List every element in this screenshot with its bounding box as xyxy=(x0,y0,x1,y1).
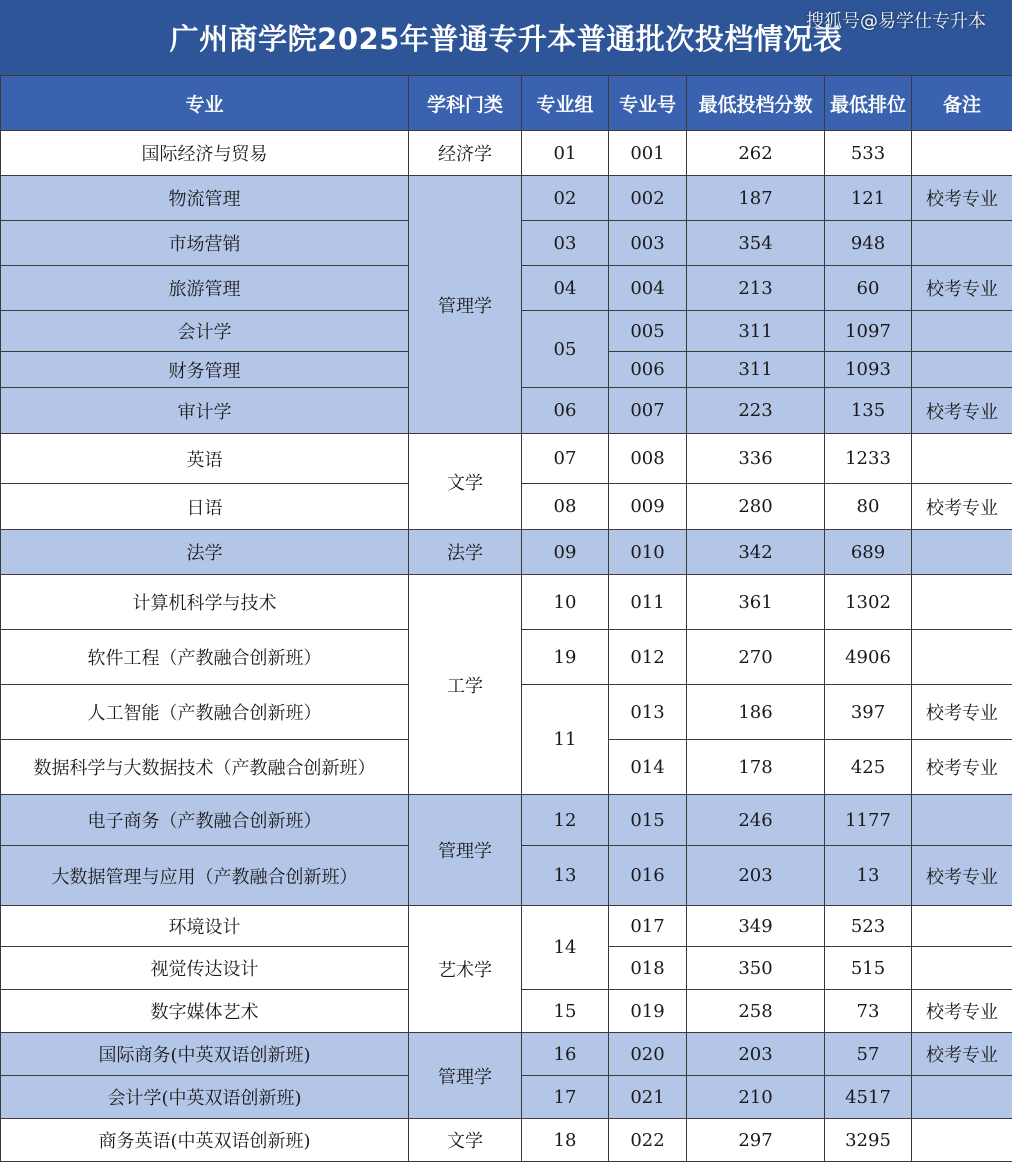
code-cell: 019 xyxy=(609,990,687,1033)
code-cell: 018 xyxy=(609,947,687,990)
group-cell: 09 xyxy=(522,530,609,575)
code-cell: 009 xyxy=(609,484,687,530)
rank-cell: 1302 xyxy=(825,575,912,630)
header-group: 专业组 xyxy=(522,76,609,131)
note-cell: 校考专业 xyxy=(912,846,1012,906)
watermark: 搜狐号@易学仕专升本 xyxy=(806,11,986,32)
note-cell: 校考专业 xyxy=(912,266,1012,311)
group-cell: 05 xyxy=(522,311,609,388)
rank-cell: 4906 xyxy=(825,630,912,685)
table-row xyxy=(1,575,1012,630)
note-cell xyxy=(912,352,1012,388)
rank-cell: 425 xyxy=(825,740,912,795)
note-cell xyxy=(912,630,1012,685)
header-major: 专业 xyxy=(1,76,409,131)
major-cell: 会计学 xyxy=(1,311,409,352)
code-cell: 003 xyxy=(609,221,687,266)
group-cell: 07 xyxy=(522,434,609,484)
group-cell: 08 xyxy=(522,484,609,530)
score-cell: 354 xyxy=(687,221,825,266)
table-row xyxy=(1,176,1012,221)
table-row xyxy=(1,1033,1012,1076)
score-cell: 258 xyxy=(687,990,825,1033)
major-cell: 财务管理 xyxy=(1,352,409,388)
score-cell: 336 xyxy=(687,434,825,484)
code-cell: 010 xyxy=(609,530,687,575)
note-cell: 校考专业 xyxy=(912,484,1012,530)
rank-cell: 1233 xyxy=(825,434,912,484)
header-category: 学科门类 xyxy=(409,76,522,131)
group-cell: 19 xyxy=(522,630,609,685)
score-cell: 311 xyxy=(687,352,825,388)
major-cell: 软件工程（产教融合创新班） xyxy=(1,630,409,685)
score-cell: 262 xyxy=(687,131,825,176)
group-cell: 11 xyxy=(522,685,609,795)
group-cell: 04 xyxy=(522,266,609,311)
code-cell: 017 xyxy=(609,906,687,947)
score-cell: 223 xyxy=(687,388,825,434)
score-cell: 311 xyxy=(687,311,825,352)
group-cell: 06 xyxy=(522,388,609,434)
table-row xyxy=(1,1119,1012,1162)
note-cell: 校考专业 xyxy=(912,176,1012,221)
note-cell xyxy=(912,575,1012,630)
major-cell: 大数据管理与应用（产教融合创新班） xyxy=(1,846,409,906)
rank-cell: 4517 xyxy=(825,1076,912,1119)
table-row xyxy=(1,530,1012,575)
code-cell: 008 xyxy=(609,434,687,484)
rank-cell: 57 xyxy=(825,1033,912,1076)
category-cell: 艺术学 xyxy=(409,906,522,1033)
note-cell xyxy=(912,311,1012,352)
header-note: 备注 xyxy=(912,76,1012,131)
category-cell: 管理学 xyxy=(409,176,522,434)
group-cell: 02 xyxy=(522,176,609,221)
note-cell xyxy=(912,795,1012,846)
table-row xyxy=(1,795,1012,846)
rank-cell: 13 xyxy=(825,846,912,906)
major-cell: 数据科学与大数据技术（产教融合创新班） xyxy=(1,740,409,795)
score-cell: 350 xyxy=(687,947,825,990)
admission-table xyxy=(0,75,1012,1162)
group-cell: 14 xyxy=(522,906,609,990)
major-cell: 日语 xyxy=(1,484,409,530)
score-cell: 178 xyxy=(687,740,825,795)
table-row xyxy=(1,131,1012,176)
major-cell: 物流管理 xyxy=(1,176,409,221)
major-cell: 视觉传达设计 xyxy=(1,947,409,990)
group-cell: 10 xyxy=(522,575,609,630)
group-cell: 12 xyxy=(522,795,609,846)
rank-cell: 533 xyxy=(825,131,912,176)
code-cell: 011 xyxy=(609,575,687,630)
major-cell: 审计学 xyxy=(1,388,409,434)
major-cell: 会计学(中英双语创新班) xyxy=(1,1076,409,1119)
major-cell: 国际商务(中英双语创新班) xyxy=(1,1033,409,1076)
code-cell: 014 xyxy=(609,740,687,795)
score-cell: 361 xyxy=(687,575,825,630)
score-cell: 186 xyxy=(687,685,825,740)
note-cell xyxy=(912,131,1012,176)
score-cell: 203 xyxy=(687,846,825,906)
group-cell: 13 xyxy=(522,846,609,906)
note-cell: 校考专业 xyxy=(912,740,1012,795)
score-cell: 342 xyxy=(687,530,825,575)
rank-cell: 3295 xyxy=(825,1119,912,1162)
score-cell: 213 xyxy=(687,266,825,311)
score-cell: 349 xyxy=(687,906,825,947)
rank-cell: 948 xyxy=(825,221,912,266)
group-cell: 15 xyxy=(522,990,609,1033)
major-cell: 旅游管理 xyxy=(1,266,409,311)
rank-cell: 73 xyxy=(825,990,912,1033)
rank-cell: 515 xyxy=(825,947,912,990)
code-cell: 005 xyxy=(609,311,687,352)
major-cell: 环境设计 xyxy=(1,906,409,947)
rank-cell: 523 xyxy=(825,906,912,947)
group-cell: 01 xyxy=(522,131,609,176)
code-cell: 006 xyxy=(609,352,687,388)
code-cell: 013 xyxy=(609,685,687,740)
major-cell: 国际经济与贸易 xyxy=(1,131,409,176)
score-cell: 246 xyxy=(687,795,825,846)
code-cell: 015 xyxy=(609,795,687,846)
rank-cell: 135 xyxy=(825,388,912,434)
code-cell: 021 xyxy=(609,1076,687,1119)
rank-cell: 1177 xyxy=(825,795,912,846)
code-cell: 007 xyxy=(609,388,687,434)
rank-cell: 1093 xyxy=(825,352,912,388)
major-cell: 英语 xyxy=(1,434,409,484)
table-header-row xyxy=(1,76,1012,131)
group-cell: 17 xyxy=(522,1076,609,1119)
note-cell xyxy=(912,1119,1012,1162)
major-cell: 人工智能（产教融合创新班） xyxy=(1,685,409,740)
note-cell: 校考专业 xyxy=(912,990,1012,1033)
rank-cell: 397 xyxy=(825,685,912,740)
major-cell: 电子商务（产教融合创新班） xyxy=(1,795,409,846)
category-cell: 经济学 xyxy=(409,131,522,176)
score-cell: 187 xyxy=(687,176,825,221)
note-cell: 校考专业 xyxy=(912,685,1012,740)
major-cell: 法学 xyxy=(1,530,409,575)
score-cell: 297 xyxy=(687,1119,825,1162)
category-cell: 管理学 xyxy=(409,1033,522,1119)
major-cell: 计算机科学与技术 xyxy=(1,575,409,630)
rank-cell: 689 xyxy=(825,530,912,575)
category-cell: 工学 xyxy=(409,575,522,795)
category-cell: 文学 xyxy=(409,434,522,530)
major-cell: 市场营销 xyxy=(1,221,409,266)
note-cell: 校考专业 xyxy=(912,388,1012,434)
note-cell: 校考专业 xyxy=(912,1033,1012,1076)
score-cell: 280 xyxy=(687,484,825,530)
note-cell xyxy=(912,947,1012,990)
major-cell: 数字媒体艺术 xyxy=(1,990,409,1033)
rank-cell: 60 xyxy=(825,266,912,311)
note-cell xyxy=(912,434,1012,484)
note-cell xyxy=(912,530,1012,575)
header-code: 专业号 xyxy=(609,76,687,131)
group-cell: 03 xyxy=(522,221,609,266)
code-cell: 004 xyxy=(609,266,687,311)
page-title: 广州商学院2025年普通专升本普通批次投档情况表 xyxy=(169,22,843,56)
table-row xyxy=(1,906,1012,947)
code-cell: 022 xyxy=(609,1119,687,1162)
code-cell: 016 xyxy=(609,846,687,906)
major-cell: 商务英语(中英双语创新班) xyxy=(1,1119,409,1162)
rank-cell: 121 xyxy=(825,176,912,221)
note-cell xyxy=(912,906,1012,947)
category-cell: 管理学 xyxy=(409,795,522,906)
code-cell: 020 xyxy=(609,1033,687,1076)
table-row xyxy=(1,434,1012,484)
code-cell: 012 xyxy=(609,630,687,685)
category-cell: 法学 xyxy=(409,530,522,575)
rank-cell: 1097 xyxy=(825,311,912,352)
score-cell: 203 xyxy=(687,1033,825,1076)
code-cell: 002 xyxy=(609,176,687,221)
group-cell: 18 xyxy=(522,1119,609,1162)
group-cell: 16 xyxy=(522,1033,609,1076)
category-cell: 文学 xyxy=(409,1119,522,1162)
score-cell: 210 xyxy=(687,1076,825,1119)
score-cell: 270 xyxy=(687,630,825,685)
code-cell: 001 xyxy=(609,131,687,176)
rank-cell: 80 xyxy=(825,484,912,530)
header-min-score: 最低投档分数 xyxy=(687,76,825,131)
note-cell xyxy=(912,1076,1012,1119)
note-cell xyxy=(912,221,1012,266)
header-min-rank: 最低排位 xyxy=(825,76,912,131)
